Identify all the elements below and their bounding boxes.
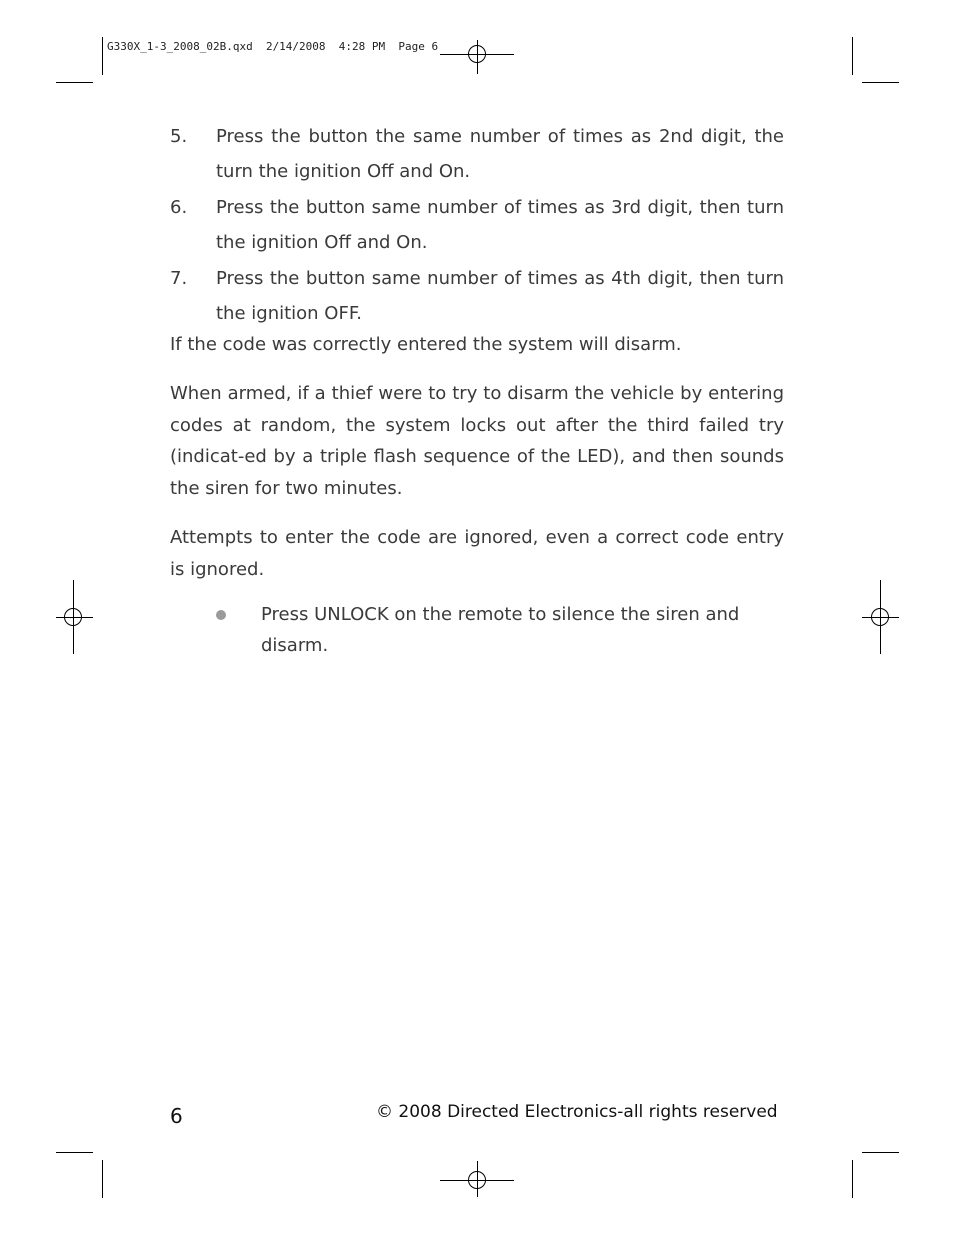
crop-mark <box>56 82 93 83</box>
registration-mark-circle <box>468 45 486 63</box>
registration-mark-circle <box>64 608 82 626</box>
step-item <box>170 119 784 189</box>
step-item <box>170 261 784 331</box>
paragraph: Attempts to enter the code are ignored, even a correct code entry is ignored. <box>170 527 784 580</box>
crop-mark <box>852 1160 853 1198</box>
crop-mark <box>862 1152 899 1153</box>
crop-mark <box>102 1160 103 1198</box>
page-number: 6 <box>170 1104 183 1128</box>
registration-mark-circle <box>871 608 889 626</box>
step-text: Press the button same number of times as 3rd digit, then turn the ignition Off and On. <box>216 197 784 253</box>
step-text: Press the button same number of times as 4th digit, then turn the ignition OFF. <box>216 268 784 324</box>
step-item <box>170 190 784 260</box>
print-slug-line: G330X_1-3_2008_02B.qxd 2/14/2008 4:28 PM Page 6 <box>107 40 439 53</box>
copyright-notice: © 2008 Directed Electronics-all rights reserved <box>376 1102 778 1122</box>
crop-mark <box>862 82 899 83</box>
step-text: Press the button the same number of times as 2nd digit, the turn the ignition Off and On. <box>216 126 784 182</box>
step-number: 7. <box>170 268 188 289</box>
registration-mark-circle <box>468 1171 486 1189</box>
paragraph: If the code was correctly entered the system will disarm. <box>170 334 682 355</box>
crop-mark <box>102 37 103 75</box>
bullet-item <box>216 599 784 661</box>
crop-mark <box>56 1152 93 1153</box>
crop-mark <box>852 37 853 75</box>
bullet-icon <box>216 610 226 620</box>
bullet-text: Press UNLOCK on the remote to silence the siren and disarm. <box>261 604 740 656</box>
step-number: 6. <box>170 197 188 218</box>
paragraph: When armed, if a thief were to try to disarm the vehicle by entering codes at random, the system locks out after the third failed try (indicat-ed by a triple flash sequence of the LED), and then sounds the siren for two minutes. <box>170 383 784 499</box>
step-number: 5. <box>170 126 188 147</box>
